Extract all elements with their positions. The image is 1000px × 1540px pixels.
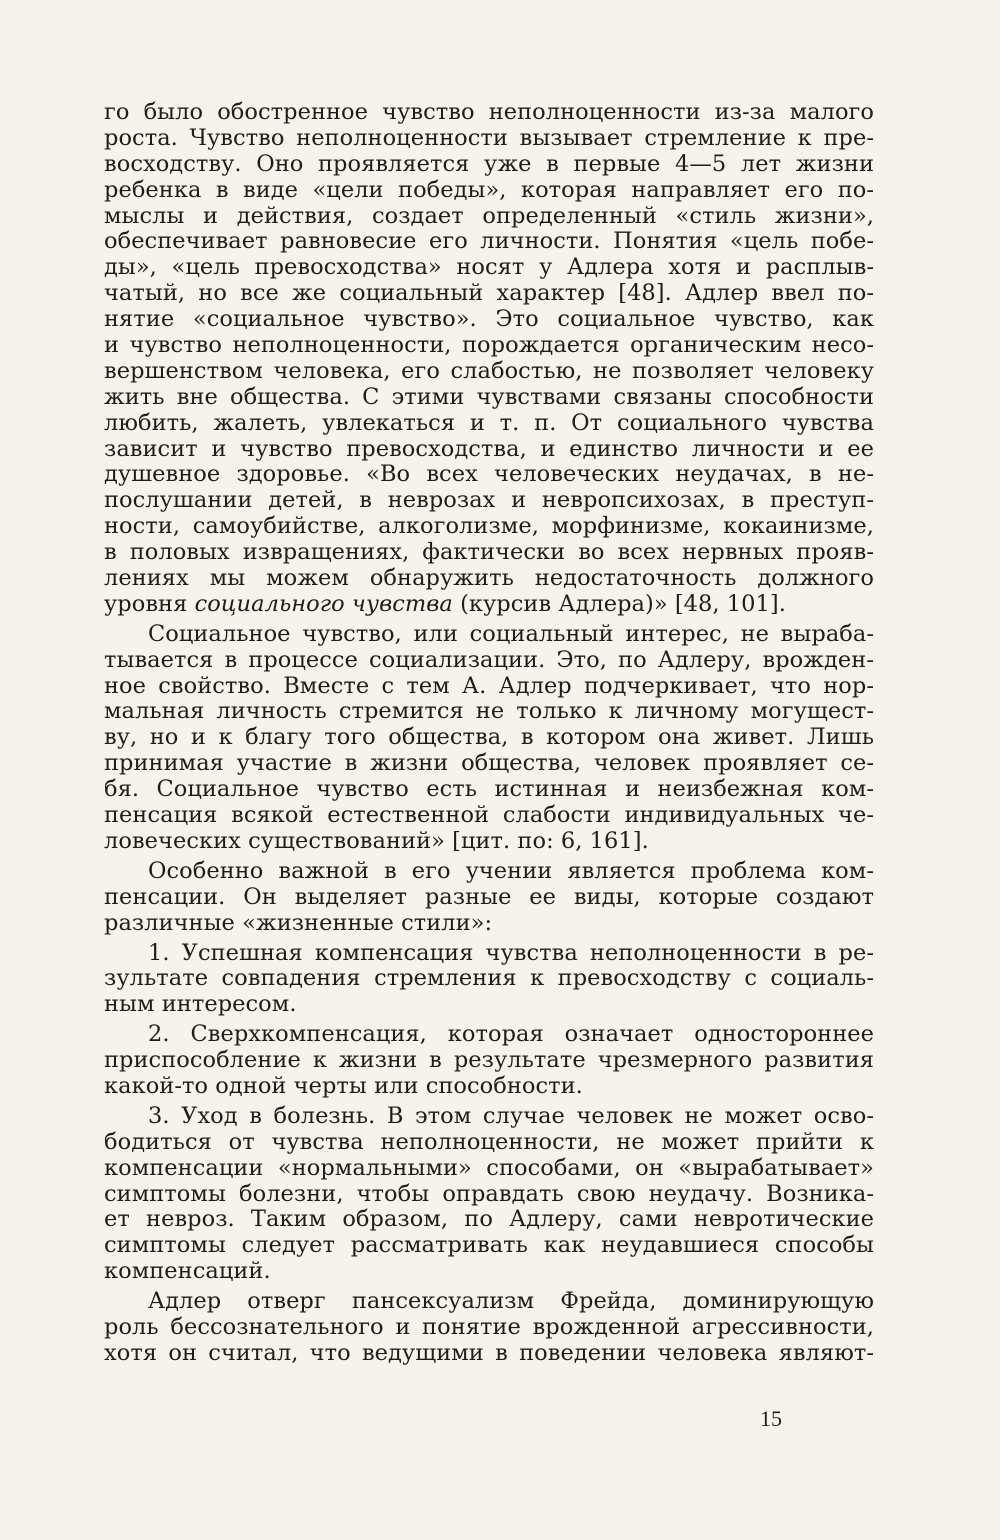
text-line: различные «жизненные стили»:: [104, 909, 493, 936]
line-text-before: уровня: [104, 590, 195, 617]
paragraph-2: [104, 622, 874, 855]
text-line: пенсация всякой естественной слабости индивидуальных че-: [104, 802, 874, 829]
text-line: ным интересом.: [104, 991, 297, 1018]
text-line: ное свойство. Вместе с тем А. Адлер подчеркивает, что нор-: [104, 672, 874, 699]
text-line: компенсации «нормальными» способами, он «вырабатывает»: [104, 1154, 874, 1181]
text-line: хотя он считал, что ведущими в поведении человека являют-: [104, 1339, 874, 1366]
text-line: тывается в процессе социализации. Это, по Адлеру, врожден-: [104, 646, 874, 673]
text-line: восходству. Оно проявляется уже в первые 4—5 лет жизни: [104, 150, 874, 177]
text-line: лениях мы можем обнаружить недостаточность должного: [104, 565, 874, 592]
list-item-3: [104, 1104, 874, 1285]
paragraph-1: [104, 100, 874, 618]
text-line: бя. Социальное чувство есть истинная и неизбежная ком-: [104, 776, 874, 803]
text-line: 3. Уход в болезнь. В этом случае человек не может осво-: [148, 1102, 874, 1129]
text-line: чатый, но все же социальный характер [48]. Адлер ввел по-: [104, 280, 874, 307]
text-line: Особенно важной в его учении является проблема ком-: [148, 857, 874, 884]
text-line: обеспечивает равновесие его личности. Понятия «цель побе-: [104, 228, 874, 255]
text-line: пенсации. Он выделяет разные ее виды, которые создают: [104, 883, 874, 910]
text-line: Адлер отверг пансексуализм Фрейда, доминирующую: [148, 1288, 874, 1315]
text-line: симптомы следует рассматривать как неудавшиеся способы: [104, 1232, 874, 1259]
text-line: зультате совпадения стремления к превосходству с социаль-: [104, 965, 874, 992]
text-line: го было обостренное чувство неполноценности из-за малого: [104, 99, 874, 125]
text-line: приспособление к жизни в результате чрезмерного развития: [104, 1047, 874, 1074]
text-line: любить, жалеть, увлекаться и т. п. От социального чувства: [104, 409, 874, 436]
text-line: симптомы болезни, чтобы оправдать свою неудачу. Возника-: [104, 1180, 874, 1207]
text-line: роста. Чувство неполноценности вызывает стремление к пре-: [104, 124, 874, 151]
text-line: в половых извращениях, фактически во всех нервных прояв-: [104, 539, 874, 566]
list-item-1: [104, 941, 874, 1019]
text-line: Социальное чувство, или социальный интерес, не выраба-: [148, 620, 874, 647]
text-line: компенсаций.: [104, 1258, 271, 1285]
text-line: бодиться от чувства неполноценности, не может прийти к: [104, 1128, 874, 1155]
text-line-with-italic: [104, 592, 874, 618]
text-line: вершенством человека, его слабостью, не позволяет человеку: [104, 357, 874, 384]
italic-phrase: социального чувства: [194, 590, 453, 617]
text-line: ды», «цель превосходства» носят у Адлера хотя и расплыв-: [104, 254, 874, 281]
text-line: ребенка в виде «цели победы», которая направляет его по-: [104, 176, 874, 203]
line-text-after: (курсив Адлера)» [48, 101].: [452, 590, 786, 617]
paragraph-7: [104, 1289, 874, 1367]
text-line: и чувство неполноценности, порождается органическим несо-: [104, 332, 874, 359]
text-line: 2. Сверхкомпенсация, которая означает одностороннее: [148, 1021, 874, 1048]
body-text: [104, 100, 874, 1371]
text-line: ву, но и к благу того общества, в котором она живет. Лишь: [104, 724, 874, 751]
list-item-2: [104, 1022, 874, 1100]
text-line: мальная личность стремится не только к личному могущест-: [104, 698, 874, 725]
paragraph-3: [104, 859, 874, 937]
page-number: 15: [760, 1406, 782, 1431]
text-line: мыслы и действия, создает определенный «стиль жизни»,: [104, 202, 874, 229]
text-line: ности, самоубийстве, алкоголизме, морфинизме, кокаинизме,: [104, 513, 874, 540]
text-line: зависит и чувство превосходства, и единство личности и ее: [104, 435, 874, 462]
text-line: жить вне общества. С этими чувствами связаны способности: [104, 383, 874, 410]
text-line: послушании детей, в неврозах и невропсихозах, в преступ-: [104, 487, 874, 514]
text-line: 1. Успешная компенсация чувства неполноценности в ре-: [148, 939, 874, 966]
text-line: принимая участие в жизни общества, человек проявляет се-: [104, 750, 874, 777]
text-line: нятие «социальное чувство». Это социальное чувство, как: [104, 306, 874, 333]
text-line: ет невроз. Таким образом, по Адлеру, сами невротические: [104, 1206, 874, 1233]
text-line: ловеческих существований» [цит. по: 6, 161].: [104, 827, 649, 854]
text-line: какой-то одной черты или способности.: [104, 1072, 583, 1099]
text-line: душевное здоровье. «Во всех человеческих неудачах, в не-: [104, 461, 874, 488]
text-line: роль бессознательного и понятие врожденной агрессивности,: [104, 1313, 874, 1340]
